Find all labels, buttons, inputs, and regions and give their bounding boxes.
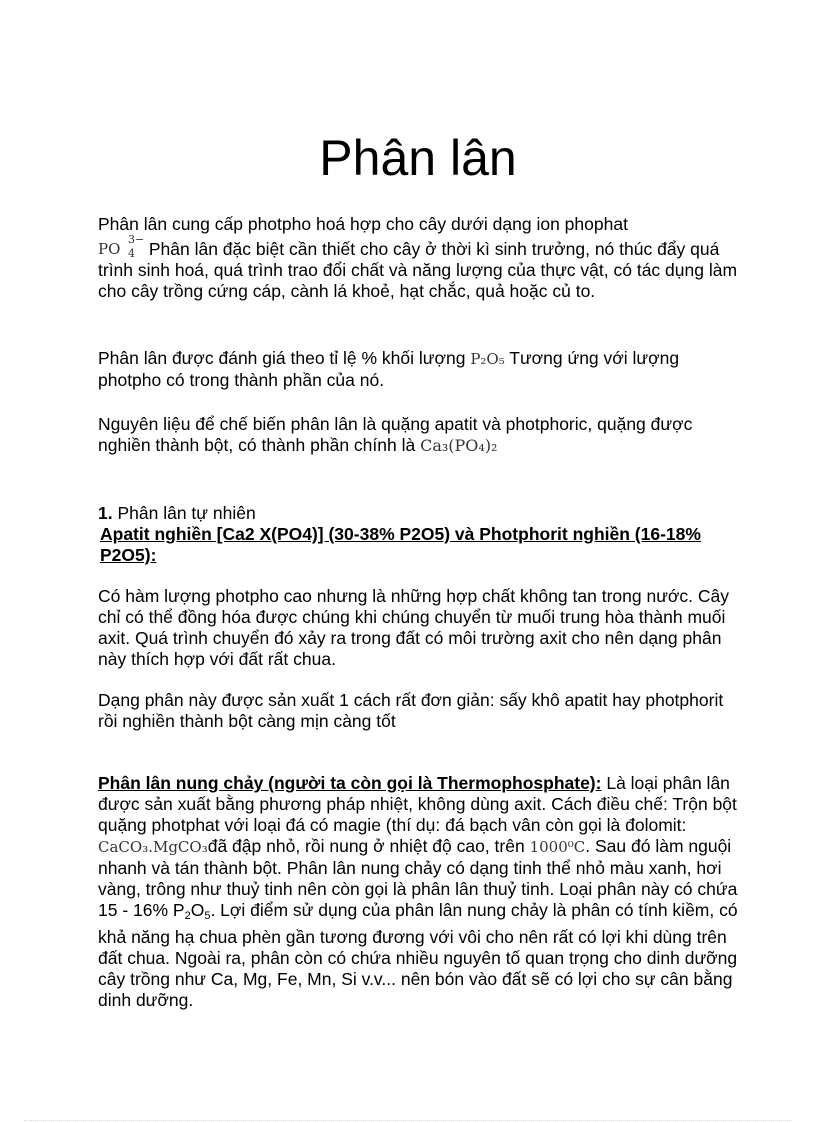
section-1-subheading: Apatit nghiền [Ca2 X(PO4)] (30-38% P2O5) và Photphorit nghiền (16-18% P2O5):: [100, 524, 701, 565]
page-title: Phân lân: [319, 130, 517, 186]
intro-text-2: Phân lân đặc biệt cần thiết cho cây ở thời kì sinh trưởng, nó thúc đẩy quá trình sinh hoá, quá trình trao đổi chất và năng lượng của thực vật, có tác dụng làm cho cây trồng cứng cáp, cành lá khoẻ, hạt chắc, quả hoặc củ to.: [98, 239, 738, 301]
thermo-text-3b: O: [190, 900, 205, 920]
thermo-text-1: Là loại phân lân được sản xuất bằng phương pháp nhiệt, không dùng axit. Cách điều chế: Trộn bột quặng photphat với loại đá có magie (thí dụ: đá bạch vân còn gọi là đolomit:: [98, 773, 737, 835]
section-1-heading: [98, 503, 738, 524]
thermo-text-3: . Sau đó làm nguội nhanh và tán thành bột. Phân lân nung chảy có dạng tinh thể nhỏ màu xanh, hơi vàng, trông như thuỷ tinh nên còn gọi là phân lân thuỷ tinh. Loại phân này có chứa 15 - 16% P: [98, 836, 738, 920]
phosphate-ion-formula: PO 3− 4: [98, 233, 145, 260]
intro-text-1: Phân lân cung cấp photpho hoá hợp cho cây dưới dạng ion phophat: [98, 214, 628, 234]
natural-paragraph-1: Có hàm lượng photpho cao nhưng là những hợp chất không tan trong nước. Cây chỉ có thể đồng hóa được chúng khi chúng chuyển từ muối trung hòa thành muối axit. Quá trình chuyển đó xảy ra trong đất có môi trường axit cho nên dạng phân này thích hợp với đất rất chua.: [98, 586, 729, 669]
thermo-text-2: đã đập nhỏ, rồi nung ở nhiệt độ cao, trên: [207, 836, 530, 856]
evaluation-text-2: Tương ứng với lượng photpho có trong thành phần của nó.: [98, 348, 680, 390]
section-1-number: 1.: [98, 503, 113, 523]
section-1-title: Phân lân tự nhiên: [112, 503, 256, 523]
page-bottom-divider: [24, 1120, 792, 1121]
intro-paragraph: [98, 214, 738, 302]
p2o5-formula: P₂O₅: [470, 350, 505, 368]
p2o5-sub-2: 2: [184, 910, 191, 922]
raw-material-text: Nguyên liệu để chế biến phân lân là quặng apatit và photphoric, quặng được nghiền thành bột, có thành phần chính là: [98, 414, 693, 455]
thermophosphate-paragraph: [98, 773, 738, 1011]
evaluation-paragraph: [98, 348, 738, 391]
calcium-phosphate-formula: Ca₃(PO₄)₂: [420, 436, 498, 455]
natural-paragraph-2: Dạng phân này được sản xuất 1 cách rất đơn giản: sấy khô apatit hay photphorit rồi nghiền thành bột càng mịn càng tốt: [98, 690, 724, 731]
temperature-value: 1000⁰C: [529, 838, 586, 856]
dolomite-formula: CaCO₃.MgCO₃: [98, 838, 208, 856]
thermophosphate-heading: Phân lân nung chảy (người ta còn gọi là Thermophosphate):: [98, 773, 602, 793]
thermo-text-4: . Lợi điểm sử dụng của phân lân nung chảy là phân có tính kiềm, có khả năng hạ chua phèn gần tương đương với vôi cho nên rất có lợi khi dùng trên đất chua. Ngoài ra, phân còn có chứa nhiều nguyên tố quan trọng cho dinh dưỡng cây trồng như Ca, Mg, Fe, Mn, Si v.v... nên bón vào đất sẽ có lợi cho sự cân bằng dinh dưỡng.: [98, 900, 738, 1010]
raw-material-paragraph: [98, 414, 738, 456]
evaluation-text-1: Phân lân được đánh giá theo tỉ lệ % khối lượng: [98, 348, 471, 368]
p2o5-sub-5: 5: [204, 910, 211, 922]
